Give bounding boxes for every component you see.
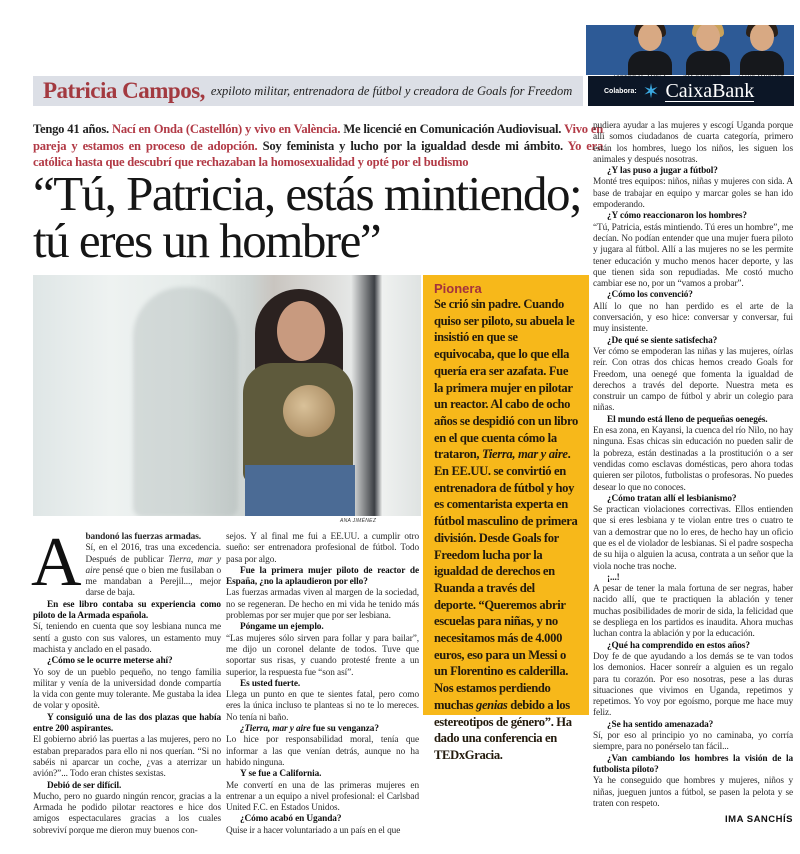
answer: Ya he conseguido que hombres y mujeres, niños y niñas, jueguen juntos a fútbol, se pasen la pelota y se traten con respeto. [593, 776, 793, 809]
answer: pudiera ayudar a las mujeres y escogí Uganda porque allí somos ciudadanos de cuarta categoría, primero están los hombres, luego los niños, les siguen los animales y después nosotras. [593, 121, 793, 165]
question: ¿Y las puso a jugar a fútbol? [607, 166, 718, 177]
sidebar-title: Pionera [434, 281, 482, 296]
interviewee-name: Patricia Campos, [43, 78, 205, 103]
football-icon [283, 385, 335, 437]
answer: Monté tres equipos: niños, niñas y mujeres con sida. A base de trabajar en equipo y marcar goles se han ido empoderando. [593, 177, 793, 211]
author-signature: IMA SANCHÍS [725, 814, 793, 826]
columnist-portrait-3 [740, 25, 784, 75]
intro-segment: Soy feminista y lucho por la igualdad desde mi ámbito. [262, 138, 568, 153]
answer: “Las mujeres sólo sirven para follar y para bailar”, me dijo un coronel delante de todos. Tuve que soportar sus risas, y cuando protesté frente a un superior, la respuesta fue “son así”. [226, 633, 419, 678]
question: ¿Cómo tratan allí el lesbianismo? [607, 493, 737, 504]
question: Y se fue a California. [240, 769, 322, 780]
sidebar-text-part: Se crió sin padre. Cuando quiso ser piloto, su abuela le insistió en que se equivocaba, que lo que ella quería era ser azafata. Fue la primera mujer en pilotar un reactor. Al cabo de ocho años se despidió con un libro en el que cuenta cómo la trataron, [434, 297, 578, 462]
answer: Yo soy de un pueblo pequeño, no tengo familia militar y venía de la universidad donde compartía la vida con gente muy tolerante. Me gustaba la idea de volar y opositè. [33, 667, 221, 712]
answer: Sí, teniendo en cuenta que soy lesbiana nunca me sentí a gusto con sus valores, un estamento muy machista y anclado en el pasado. [33, 622, 221, 655]
question: ¡...! [607, 572, 620, 583]
sponsor-label: Colabora: [604, 87, 637, 95]
book-title: Tierra, mar y aire [482, 447, 568, 462]
interviewee-title-bar [33, 76, 583, 106]
question: ¿Tierra, mar y aire fue su venganza? [240, 724, 379, 735]
answer: Llega un punto en que te sientes fatal, pero como eres la única incluso te planteas si no te lo mereces. No tenía ni baño. [226, 690, 419, 723]
sponsor-banner [588, 76, 794, 106]
headline [33, 166, 593, 268]
answer: Mucho, pero no guardo ningún rencor, gracias a la Armada he podido pilotar reactores e hice dos amigos espectaculares gracias a los cuales sobreviví porque me dieron muy buenos con- [33, 791, 221, 836]
question: Póngame un ejemplo. [240, 622, 324, 633]
question: bandonó las fuerzas armadas. [85, 532, 201, 542]
answer: “Tú, Patricia, estás mintiendo. Tú eres un hombre”, me decían. No podían entender que una mujer fuera piloto y jugara al fútbol. Allí a las mujeres no se les permite tener educación y mucho menos hacer deporte, y las que tienen sida son repudiadas. Me costó mucho cambiar ese no, por un “vamos a probar”. [593, 222, 793, 290]
answer: Me convertí en una de las primeras mujeres en entrenar a un equipo a nivel profesional: el Carlsbad United F.C. en Estados Unidos. [226, 780, 419, 814]
columnist-portrait-1 [628, 25, 672, 75]
sponsor-logo: CaixaBank [665, 79, 755, 102]
question: ¿Van cambiando los hombres la visión de la futbolista piloto? [593, 753, 793, 775]
intro-segment: Nací en Onda (Castellón) y vivo en València. [111, 122, 344, 136]
sidebar-text [434, 296, 579, 764]
question: En ese libro contaba su experiencia como piloto de la Armada española. [33, 599, 221, 622]
question: ¿Cómo se le ocurre meterse ahí? [47, 656, 173, 667]
caixabank-star-icon: ✶ [642, 79, 660, 103]
question: ¿De qué se siente satisfecha? [607, 335, 718, 346]
headline-line-1: “Tú, Patricia, estás mintiendo; [33, 166, 582, 221]
intro-segment: Yo era católica hasta que descubrí que rechazaban la homosexualidad y opté por el budismo [33, 138, 604, 169]
answer: Allí lo que no han perdido es el arte de la conversación, y eso hice: conversar y conversar, fui muy insistente. [593, 301, 793, 335]
answer: Quise ir a hacer voluntariado a un país en el que [226, 825, 401, 836]
intro-summary [33, 121, 603, 171]
answer: Las fuerzas armadas viven al margen de la sociedad, no se regeneran. De hecho en mi vida he tenido más problemas por ser mujer que por ser lesbiana. [226, 588, 419, 622]
answer: Sí, por eso al principio yo no caminaba, yo corría siempre, para no ponérselo tan fácil... [593, 731, 793, 753]
answer: Sí, en el 2016, tras una excedencia. Después de publicar Tierra, mar y aire pensé que o bien me fusilaban o me mandaban a Perejil..., mejor darse de baja. [85, 543, 221, 599]
sidebar-pionera [423, 275, 589, 762]
question: ¿Cómo acabó en Uganda? [240, 814, 342, 825]
intro-segment: Vivo en pareja y estamos en proceso de adopción. [33, 122, 603, 153]
answer: sejos. Y al final me fui a EE.UU. a cumplir otro sueño: ser entrenadora profesional de fútbol. Todo pasa por algo. [226, 532, 419, 565]
question: Y consiguió una de las dos plazas que había entre 200 aspirantes. [33, 712, 221, 735]
columnists-photo-banner [586, 25, 794, 75]
intro-segment: Tengo 41 años. [33, 122, 112, 136]
answer: Ver cómo se empoderan las niñas y las mujeres, oírlas reír. Con otras dos chicas hemos creado Goals for Freedom, una oenegé que fomenta la igualdad de derechos a través del deporte. Nuestra meta es construir un campo de fútbol y abrir un colegio para niñas. [593, 346, 793, 414]
article-column-1 [31, 524, 221, 837]
question: Fue la primera mujer piloto de reactor de España, ¿no la aplaudieron por ello? [226, 565, 419, 588]
columnist-portrait-2 [686, 25, 730, 75]
question: ¿Qué ha comprendido en estos años? [607, 640, 750, 651]
photo-credit: ANA JIMÉNEZ [340, 518, 377, 524]
intro-segment: Me licencié en Comunicación Audiovisual. [343, 122, 565, 136]
headline-line-2: tú eres un hombre” [33, 213, 381, 268]
answer: Doy fe de que ayudando a los demás se te van todos los demonios. Hacer sonreír a alguien es un regalo para tu corazón. Por eso nosotras, pese a las duras situaciones que vivimos en Uganda, repetimos y repetimos. Yo voy por egoísmo, porque me hace muy feliz. [593, 651, 793, 719]
question: ¿Se ha sentido amenazada? [607, 719, 714, 730]
question: ¿Cómo los convenció? [607, 290, 693, 301]
answer: Lo hice por responsabilidad moral, tenía que informar a las que venían detrás, aunque no ha habido ninguna. [226, 735, 419, 768]
photo-subject-face [277, 301, 325, 361]
question: El mundo está lleno de pequeñas oenegés. [607, 414, 768, 425]
answer: En esa zona, en Kayansi, la cuenca del río Nilo, no hay ninguna. Esas chicas sin educación no pueden salir de la pobreza, están destinadas a la prostitución o a ser vendidas como esclavas domésticas, pero ahora todas quieren ser pilotos, futbolistas o profesoras. No puedes desear lo que no conoces. [593, 426, 793, 493]
photo-reflection [133, 287, 238, 516]
photo-subject-jeans [245, 465, 355, 516]
article-photo [33, 275, 421, 516]
answer: Se practican violaciones correctivas. Ellos entienden que si eres lesbiana y te violan entre tres o cuatro te van a demostrar que no lo eres, de hecho hay un oficio que es el de violador de lesbianas. Si el padre sospecha de su hija o alguien la acusa, contrata a un señor que la viola noche tras noche. [593, 505, 793, 572]
question: ¿Y cómo reaccionaron los hombres? [607, 211, 747, 222]
question: Debió de ser difícil. [47, 780, 122, 791]
sidebar-text-part: . En EE.UU. se convirtió en entrenadora de fútbol y hoy es comentarista experta en fútbol masculino de primera división. Desde Goals for Freedom lucha por la igualdad de derechos en Ruanda a través del deporte. “Queremos abrir escuelas para niñas, y no necesitamos más de 4.000 euros, eso para un Messi o un Florentino es calderilla. Nos estamos perdiendo muchas [434, 447, 578, 712]
interviewee-description: expiloto militar, entrenadora de fútbol y creadora de Goals for Freedom [210, 83, 573, 98]
sidebar-italic-word: genias [476, 697, 508, 712]
question: Es usted fuerte. [240, 678, 301, 689]
dropcap: A [31, 524, 82, 601]
article-column-2 [226, 532, 419, 837]
sidebar-text-part: debido a los estereotipos de género”. Ha dado una conferencia en TEDxGracia. [434, 697, 572, 762]
answer: A pesar de tener la mala fortuna de ser negras, haber nacido allí, que te practiquen la ablación y tener muchas posibilidades de morir de sida, la felicidad que se despliega en los partidos es inaudita. Ahora muchas luchan contra la ablación y por la educación. [593, 584, 793, 640]
article-column-3 [593, 121, 793, 825]
answer: El gobierno abrió las puertas a las mujeres, pero no estaban preparados para ello ni nos querían. “Si no sabéis ni aparcar un coche, ¿vas a aterrizar un avión?”... Todo eran chistes sexistas. [33, 735, 221, 780]
